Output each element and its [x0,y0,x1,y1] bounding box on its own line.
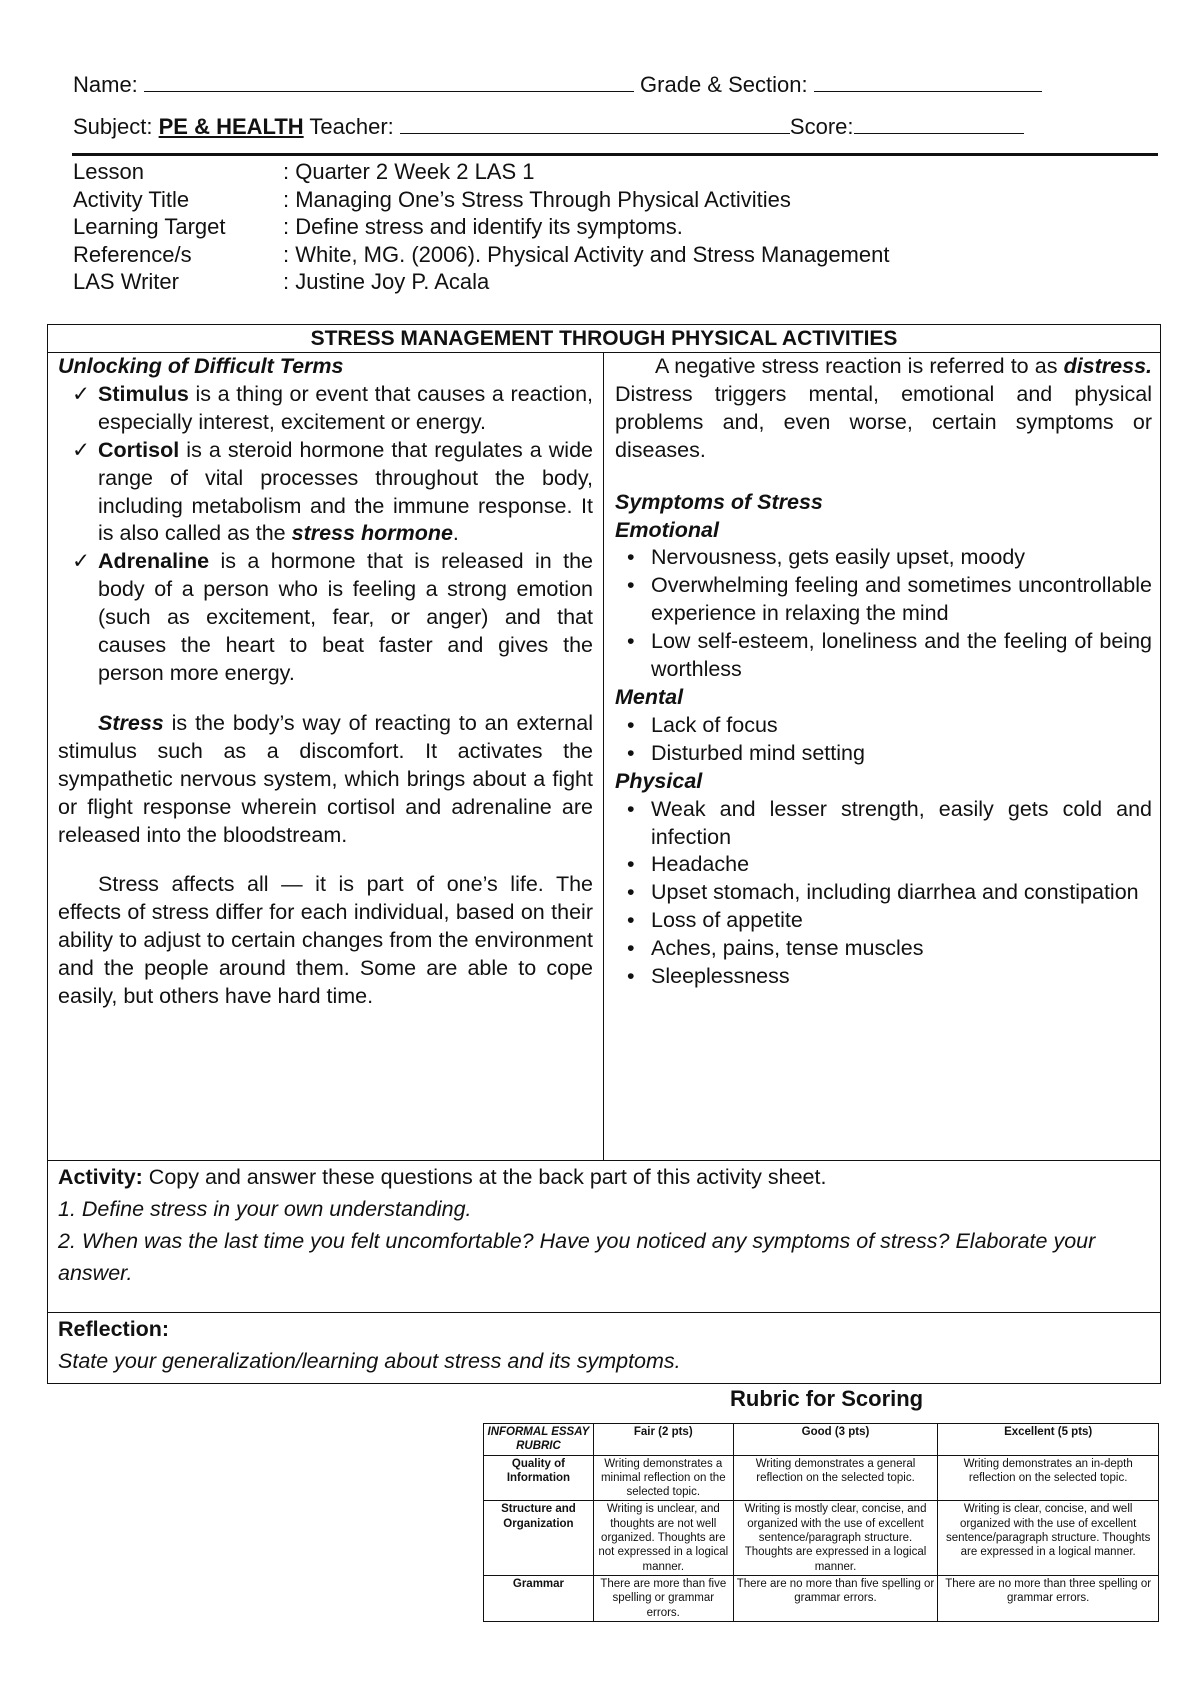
term-item-cortisol [58,437,593,549]
lesson-meta [73,158,889,296]
meta-value: : Quarter 2 Week 2 LAS 1 [283,159,535,184]
rubric-header-row [484,1424,1159,1456]
rubric-row [484,1455,1159,1501]
check-icon: ✓ [72,437,91,462]
bullet-icon: • [627,740,635,765]
meta-row-learning-target [73,213,889,241]
list-item: • Weak and lesser strength, easily gets cold and infection [615,796,1152,852]
distress-paragraph: A negative stress reaction is referred to as distress. Distress triggers mental, emotional and physical problems and, even worse, certain symptoms or diseases. [615,354,1152,462]
header-divider [72,153,1158,156]
stress-effects-paragraph: Stress affects all — it is part of one’s life. The effects of stress differ for each individual, based on their ability to adjust to certain changes from the environment and the people around them. Some are able to cope easily, but others have hard time. [58,872,593,1009]
list-item: • Overwhelming feeling and sometimes uncontrollable experience in relaxing the mind [615,572,1152,628]
list-item: • Headache [615,851,1152,879]
rubric-table [483,1423,1159,1622]
rubric-cell: There are no more than three spelling or grammar errors. [938,1575,1159,1621]
physical-heading: Physical [615,768,703,793]
rubric-cell: Writing demonstrates a general reflection on the selected topic. [733,1455,938,1501]
check-icon: ✓ [72,381,91,406]
term-item-adrenaline [58,548,593,688]
symptoms-heading: Symptoms of Stress [615,489,823,514]
rubric-cell: Writing is clear, concise, and well organized with the use of excellent sentence/paragraph structure. Thoughts are expressed in a logical manner. [938,1501,1159,1575]
name-label: Name: [73,72,138,97]
name-field[interactable] [144,73,634,92]
meta-key: Activity Title [73,186,190,212]
rubric-cell: There are no more than five spelling or grammar errors. [733,1575,938,1621]
rubric-cell: Writing demonstrates a minimal reflection on the selected topic. [593,1455,733,1501]
left-column [48,353,604,1160]
grade-section-label: Grade & Section: [640,72,808,97]
term-text: Adrenaline is a hormone that is released in the body of a person who is feeling a strong emotion (such as excitement, fear, or anger) and that causes the heart to beat faster and gives the person more energy. [98,549,593,685]
bullet-icon: • [627,712,635,737]
score-label: Score: [789,114,854,139]
rubric-title: Rubric for Scoring [730,1386,924,1411]
bullet-icon: • [627,852,635,877]
list-item: • Upset stomach, including diarrhea and constipation [615,879,1152,907]
rubric-header-cell: Fair (2 pts) [593,1424,733,1456]
stress-definition-paragraph: Stress is the body’s way of reacting to an external stimulus such as a discomfort. It activates the sympathetic nervous system, which brings about a fight or flight response wherein cortisol and adrenaline are released into the bloodstream. [58,710,593,847]
subject-teacher-line [73,114,1024,140]
teacher-label: Teacher: [309,114,394,139]
rubric-header-cell: Excellent (5 pts) [938,1424,1159,1456]
subject-label: Subject: [73,114,153,139]
rubric-cell: There are more than five spelling or grammar errors. [593,1575,733,1621]
list-item: • Loss of appetite [615,907,1152,935]
grade-section-field[interactable] [814,73,1042,92]
meta-value: : Managing One’s Stress Through Physical Activities [283,186,791,212]
bullet-icon: • [627,936,635,961]
rubric-cell: Writing is unclear, and thoughts are not well organized. Thoughts are not expressed in a logical manner. [593,1501,733,1575]
list-item: • Low self-esteem, loneliness and the feeling of being worthless [615,628,1152,684]
list-item: • Sleeplessness [615,963,1152,991]
meta-key: Learning Target [73,214,226,240]
rubric-cell: Writing is mostly clear, concise, and organized with the use of excellent sentence/paragraph structure. Thoughts are expressed in a logical manner. [733,1501,938,1575]
rubric-cell: Writing demonstrates an in-depth reflection on the selected topic. [938,1455,1159,1501]
bullet-icon: • [627,545,635,570]
activity-question-2: 2. When was the last time you felt uncomfortable? Have you noticed any symptoms of stress? Elaborate your answer. [58,1229,1096,1285]
meta-key: Reference/s [73,241,192,267]
bullet-icon: • [627,880,635,905]
activity-instruction: Activity: Copy and answer these questions at the back part of this activity sheet. [58,1165,827,1189]
activity-question-1: 1. Define stress in your own understanding. [58,1197,472,1221]
meta-row-activity-title [73,186,889,214]
rubric-row [484,1575,1159,1621]
mental-heading: Mental [615,684,684,709]
teacher-field[interactable] [400,115,790,134]
rubric-header-cell: Good (3 pts) [733,1424,938,1456]
term-text: Cortisol is a steroid hormone that regulates a wide range of vital processes throughout the body, including metabolism and the immune response. It is also called as the stress hormone. [98,437,593,546]
reflection-label: Reflection: [58,1317,170,1341]
activity-section [48,1160,1160,1312]
list-item: • Disturbed mind setting [615,740,1152,768]
rubric-row [484,1501,1159,1575]
name-grade-line [73,72,1042,98]
meta-row-references [73,241,889,269]
bullet-icon: • [627,964,635,989]
score-field[interactable] [854,115,1024,134]
meta-row-las-writer [73,268,889,296]
term-text: Stimulus is a thing or event that causes a reaction, especially interest, excitement or energy. [98,381,593,434]
main-content-box [47,324,1161,1384]
meta-row-lesson [73,158,889,186]
rubric-criterion: Structure and Organization [484,1501,594,1575]
reflection-prompt: State your generalization/learning about stress and its symptoms. [58,1349,681,1373]
terms-heading: Unlocking of Difficult Terms [58,354,344,378]
meta-value: : White, MG. (2006). Physical Activity and Stress Management [283,241,890,267]
list-item: • Lack of focus [615,712,1152,740]
meta-value: : Define stress and identify its symptoms. [283,214,683,240]
meta-key: LAS Writer [73,269,179,295]
rubric-criterion: Grammar [484,1575,594,1621]
rubric-criterion: Quality of Information [484,1455,594,1501]
bullet-icon: • [627,573,635,598]
meta-key: Lesson [73,159,144,184]
right-column [605,353,1160,1160]
reflection-section [48,1312,1160,1383]
list-item: • Aches, pains, tense muscles [615,935,1152,963]
main-title: STRESS MANAGEMENT THROUGH PHYSICAL ACTIVITIES [48,325,1160,353]
check-icon: ✓ [72,549,91,574]
term-item-stimulus [58,381,593,437]
emotional-heading: Emotional [615,517,719,542]
bullet-icon: • [627,908,635,933]
rubric-header-cell: INFORMAL ESSAY RUBRIC [484,1424,594,1456]
bullet-icon: • [627,796,635,821]
list-item: • Nervousness, gets easily upset, moody [615,544,1152,572]
meta-value: : Justine Joy P. Acala [283,269,490,295]
subject-value: PE & HEALTH [158,114,304,139]
bullet-icon: • [627,629,635,654]
